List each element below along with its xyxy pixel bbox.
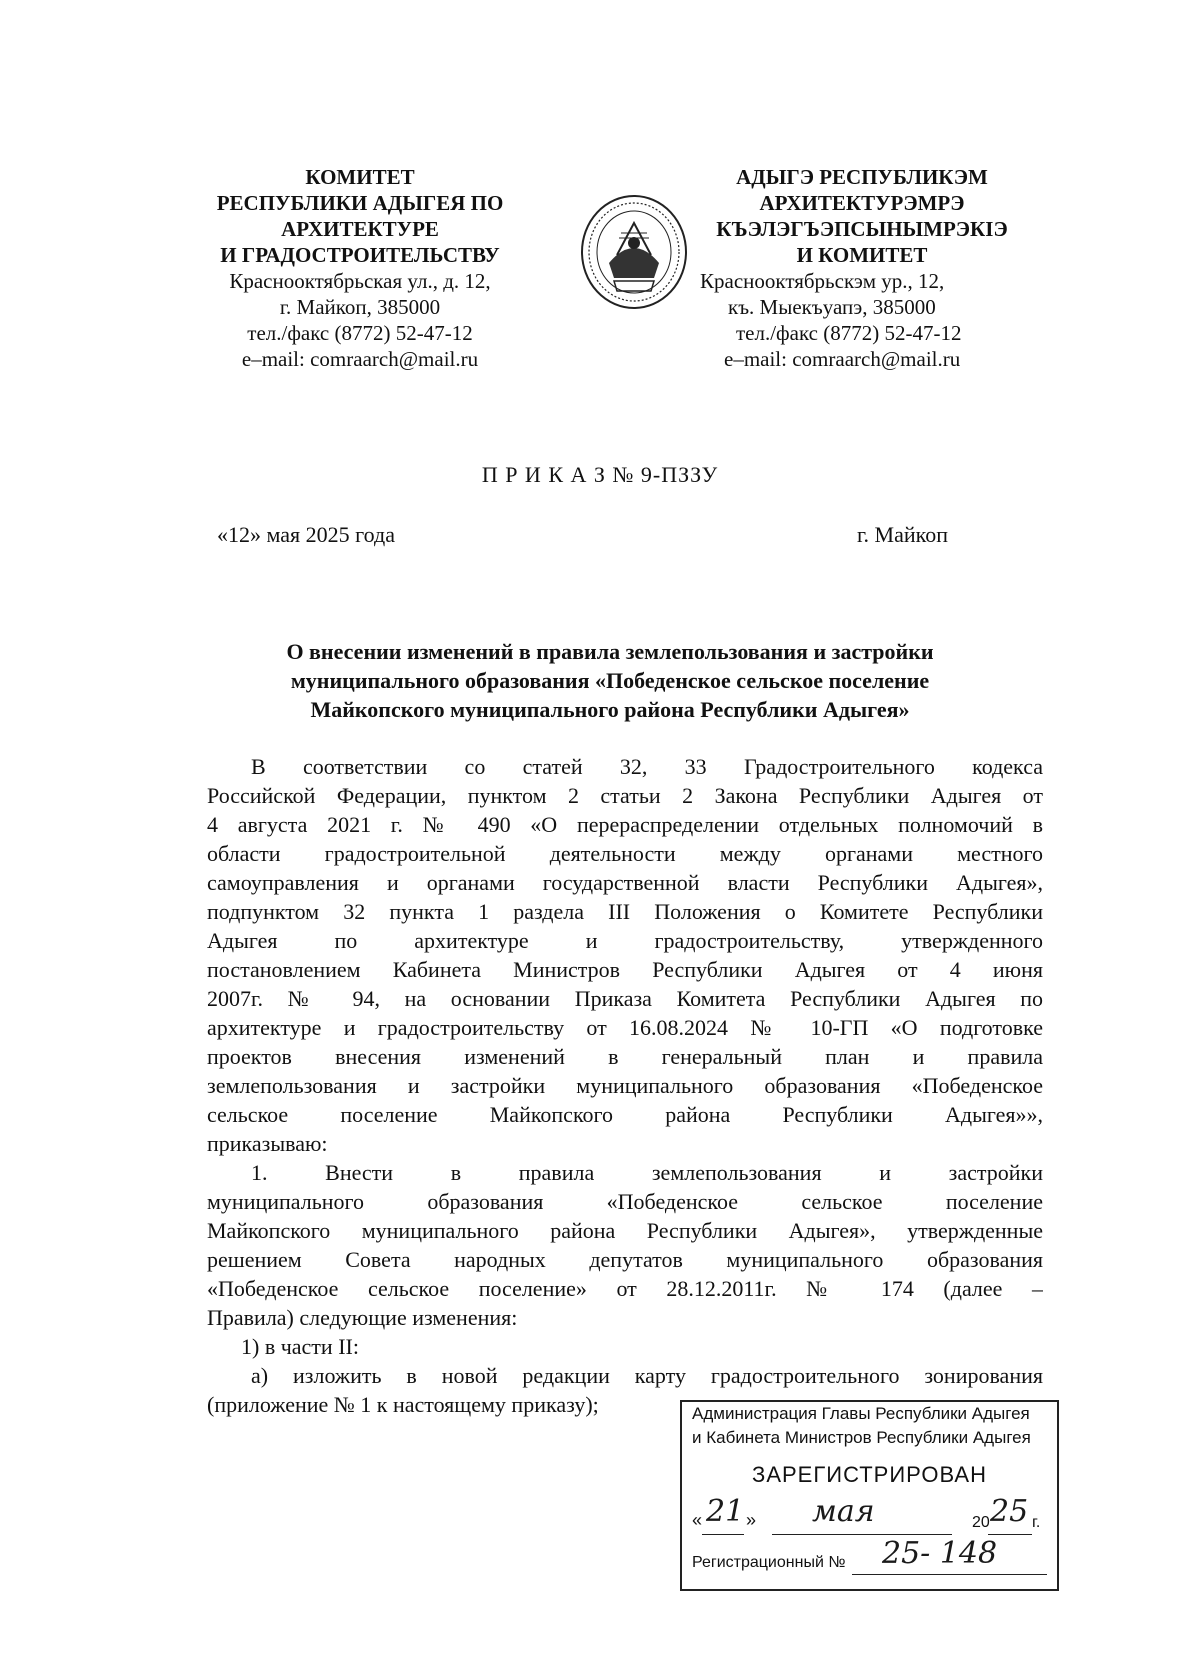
body-line: Адыгея по архитектуре и градостроительству, утвержденного — [207, 928, 1043, 953]
stamp-year-suffix: 25 — [990, 1494, 1029, 1529]
body-line: проектов внесения изменений в генеральный план и правила — [207, 1044, 1043, 1069]
body-line: 1. Внести в правила землепользования и застройки — [251, 1160, 1043, 1185]
header-right-line: АРХИТЕКТУРЭМРЭ — [759, 191, 965, 215]
stamp-year-prefix: 20 — [972, 1514, 990, 1531]
coat-of-arms-icon — [579, 193, 689, 311]
body-line: Майкопского муниципального района Республики Адыгея», утвержденные — [207, 1218, 1043, 1243]
header-left-line: РЕСПУБЛИКИ АДЫГЕЯ ПО — [216, 191, 504, 215]
stamp-month-underline — [772, 1534, 952, 1535]
body-line: (приложение № 1 к настоящему приказу); — [207, 1392, 599, 1417]
header-left-phone: тел./факс (8772) 52-47-12 — [247, 321, 473, 345]
header-left-line: АРХИТЕКТУРЕ — [281, 217, 439, 241]
body-line: сельское поселение Майкопского района Республики Адыгея»», — [207, 1102, 1043, 1127]
stamp-reg-underline — [852, 1574, 1047, 1575]
header-left-line: КОМИТЕТ — [305, 165, 415, 189]
stamp-day: 21 — [706, 1494, 745, 1529]
subject-line: муниципального образования «Победенское сельское поселение — [290, 668, 930, 693]
body-line: 4 августа 2021 г. № 490 «О перераспределении отдельных полномочий в — [207, 812, 1043, 837]
body-line: подпунктом 32 пункта 1 раздела III Положения о Комитете Республики — [207, 899, 1043, 924]
registration-stamp — [680, 1400, 1059, 1591]
stamp-org-line: и Кабинета Министров Республики Адыгея — [692, 1428, 1031, 1447]
body-line: 1) в части II: — [241, 1334, 359, 1359]
stamp-reg-number: 25- 148 — [882, 1536, 998, 1571]
body-line: архитектуре и градостроительству от 16.08.2024 № 10-ГП «О подготовке — [207, 1015, 1043, 1040]
header-right-address: Краснооктябрьскэм ур., 12, — [700, 269, 945, 293]
order-body — [207, 752, 1043, 1419]
body-line: самоуправления и органами государственной власти Республики Адыгея», — [207, 870, 1043, 895]
header-right-line: КЪЭЛЭГЪЭПСЫНЫМРЭКIЭ — [716, 217, 1008, 241]
body-line: решением Совета народных депутатов муниципального образования — [207, 1247, 1043, 1272]
header-left-city: г. Майкоп, 385000 — [279, 295, 441, 319]
subject-line: О внесении изменений в правила землепользования и застройки — [286, 639, 934, 664]
header-right-email: e–mail: comraarch@mail.ru — [724, 347, 961, 371]
body-line: а) изложить в новой редакции карту градостроительного зонирования — [251, 1363, 1043, 1388]
stamp-org-line: Администрация Главы Республики Адыгея — [692, 1404, 1030, 1423]
header-right-line: АДЫГЭ РЕСПУБЛИКЭМ — [736, 165, 988, 189]
header-right-phone: тел./факс (8772) 52-47-12 — [736, 321, 962, 345]
body-line: постановлением Кабинета Министров Республики Адыгея от 4 июня — [207, 957, 1043, 982]
header-left-address: Краснооктябрьская ул., д. 12, — [229, 269, 491, 293]
header-right — [688, 164, 1036, 372]
order-subject — [160, 637, 1060, 724]
body-line: «Победенское сельское поселение» от 28.12.2011г. № 174 (далее – — [207, 1276, 1043, 1301]
stamp-close-quote: » — [746, 1510, 757, 1530]
body-line: области градостроительной деятельности между органами местного — [207, 841, 1043, 866]
header-left-line: И ГРАДОСТРОИТЕЛЬСТВУ — [220, 243, 500, 267]
order-date: «12» мая 2025 года — [217, 522, 395, 547]
body-line: Правила) следующие изменения: — [207, 1305, 518, 1330]
body-line: В соответствии со статей 32, 33 Градостроительного кодекса — [251, 754, 1043, 779]
stamp-month: мая — [812, 1494, 875, 1529]
order-city: г. Майкоп — [857, 522, 948, 547]
body-line: Российской Федерации, пунктом 2 статьи 2 Закона Республики Адыгея от — [207, 783, 1043, 808]
stamp-year-underline — [988, 1534, 1032, 1535]
stamp-registered: ЗАРЕГИСТРИРОВАН — [752, 1462, 987, 1487]
stamp-reg-label: Регистрационный № — [692, 1554, 846, 1571]
header-right-city: къ. Мыекъуапэ, 385000 — [728, 295, 936, 319]
subject-line: Майкопского муниципального района Республики Адыгея» — [310, 697, 910, 722]
header-right-line: И КОМИТЕТ — [796, 243, 928, 267]
stamp-open-quote: « — [692, 1510, 703, 1530]
order-title: П Р И К А З № 9-ПЗЗУ — [481, 462, 719, 487]
body-line: приказываю: — [207, 1131, 328, 1156]
header-left-email: e–mail: comraarch@mail.ru — [241, 347, 479, 371]
stamp-year-end: г. — [1032, 1514, 1041, 1531]
header-left — [195, 164, 525, 372]
body-line: муниципального образования «Победенское сельское поселение — [207, 1189, 1043, 1214]
stamp-day-underline — [702, 1534, 744, 1535]
body-line: 2007г. № 94, на основании Приказа Комитета Республики Адыгея по — [207, 986, 1043, 1011]
body-line: землепользования и застройки муниципального образования «Победенское — [207, 1073, 1043, 1098]
